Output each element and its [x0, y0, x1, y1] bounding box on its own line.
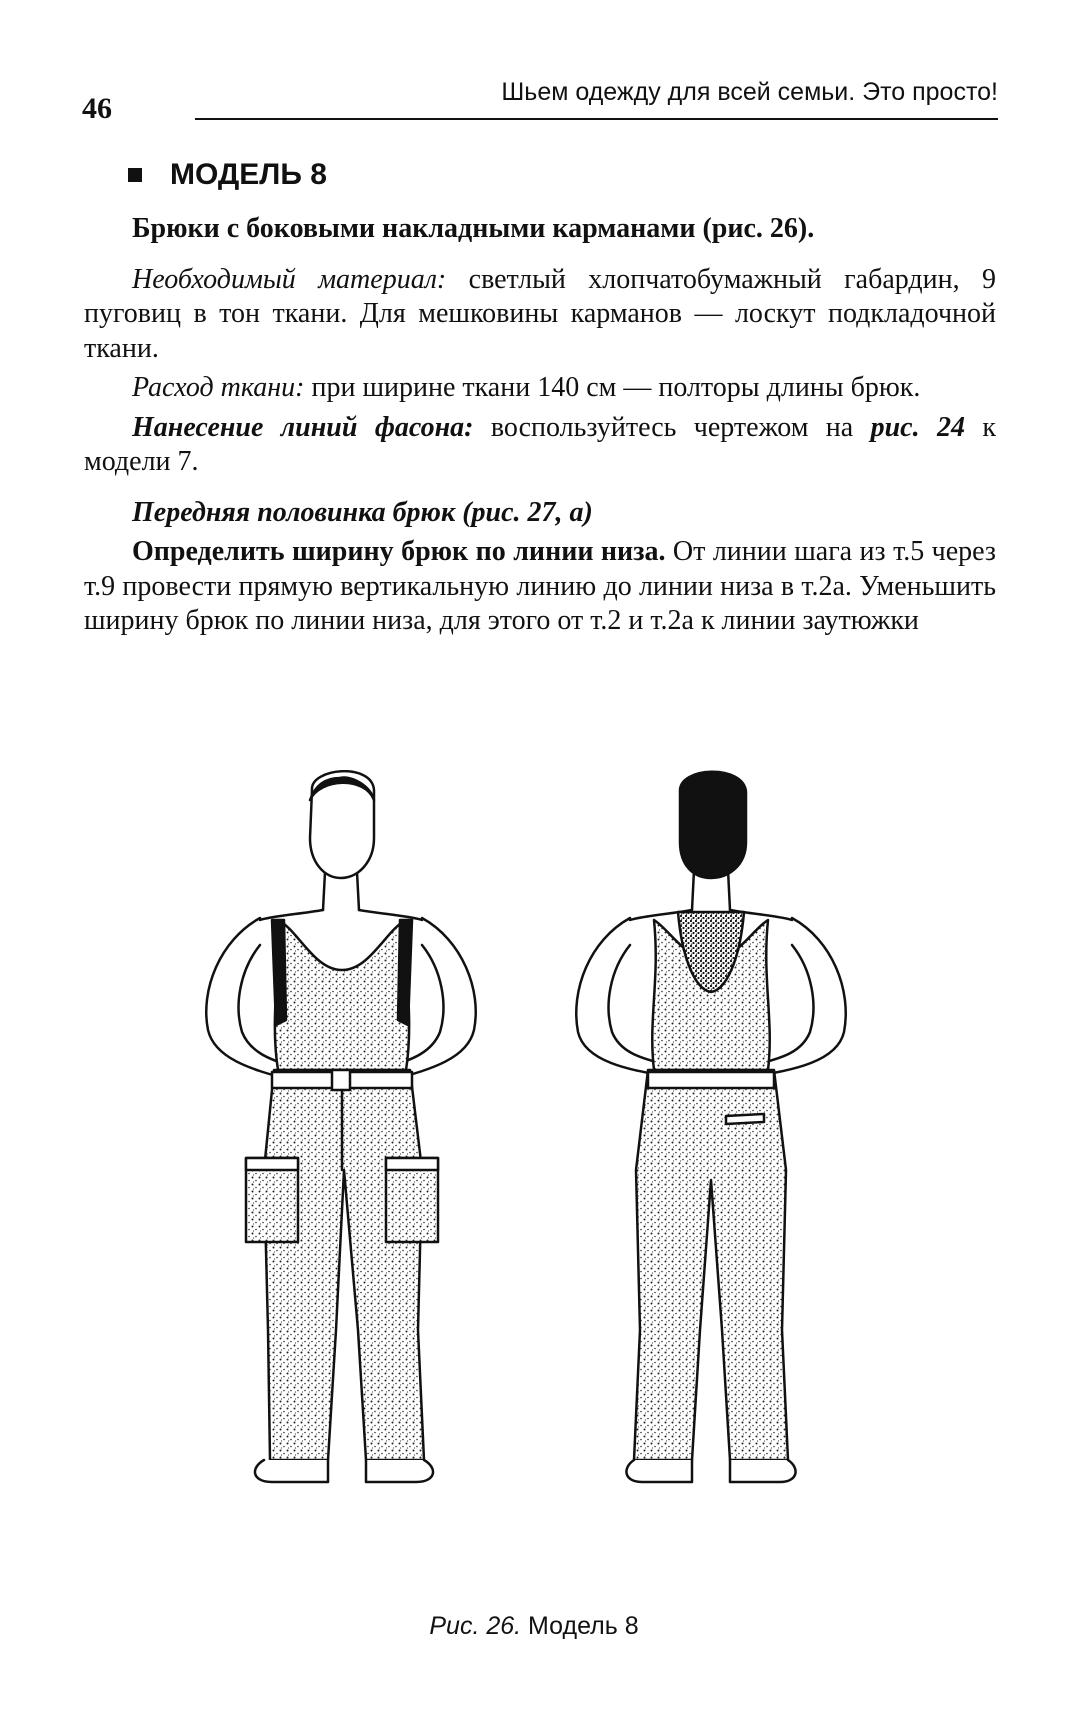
page-number: 46 [82, 92, 112, 125]
consumption-text: при ширине ткани 140 см — полторы длины брюк. [304, 372, 921, 403]
model-8-illustration [160, 770, 920, 1570]
width-label: Определить ширину брюк по линии низа. [132, 536, 666, 567]
caption-label: Рис. 26. [429, 1612, 522, 1640]
material-label: Необходимый материал: [132, 263, 447, 295]
front-half-heading: Передняя половинка брюк (рис. 27, а) [132, 496, 593, 528]
lines-text-2: к модели 7. [84, 411, 996, 477]
material-text: светлый хлопчатобумажный габардин, 9 пуговиц в тон ткани. Для мешковины карманов — лоскут подкладочной ткани. [84, 263, 997, 364]
back-view-figure [576, 772, 845, 1482]
header-rule [195, 118, 998, 120]
consumption-label: Расход ткани: [132, 372, 305, 403]
model-heading [128, 158, 327, 192]
square-bullet-icon [128, 168, 142, 182]
figure-caption [0, 1612, 1068, 1641]
front-view-figure [206, 771, 475, 1482]
running-title: Шьем одежду для всей семьи. Это просто! [501, 78, 998, 106]
width-paragraph [84, 535, 996, 639]
model-heading-text: МОДЕЛЬ 8 [170, 158, 327, 191]
consumption-paragraph [84, 371, 996, 406]
lines-ref: рис. 24 [870, 411, 965, 443]
lines-label: Нанесение линий фасона: [132, 411, 474, 443]
body-text [84, 212, 996, 639]
width-text: От линии шага из т.5 через т.9 провести прямую вертикальную линию до линии низа в т.2а. Уменьшить ширину брюк по линии низа, для этого от т.2 и т.2а к линии заутюжки [84, 536, 996, 636]
caption-text: Модель 8 [521, 1612, 639, 1640]
material-paragraph [84, 263, 996, 367]
lines-text-1: воспользуйтесь чертежом на [473, 411, 871, 443]
lines-paragraph [84, 411, 996, 480]
model-title: Брюки с боковыми накладными карманами (рис. 26). [132, 213, 815, 244]
